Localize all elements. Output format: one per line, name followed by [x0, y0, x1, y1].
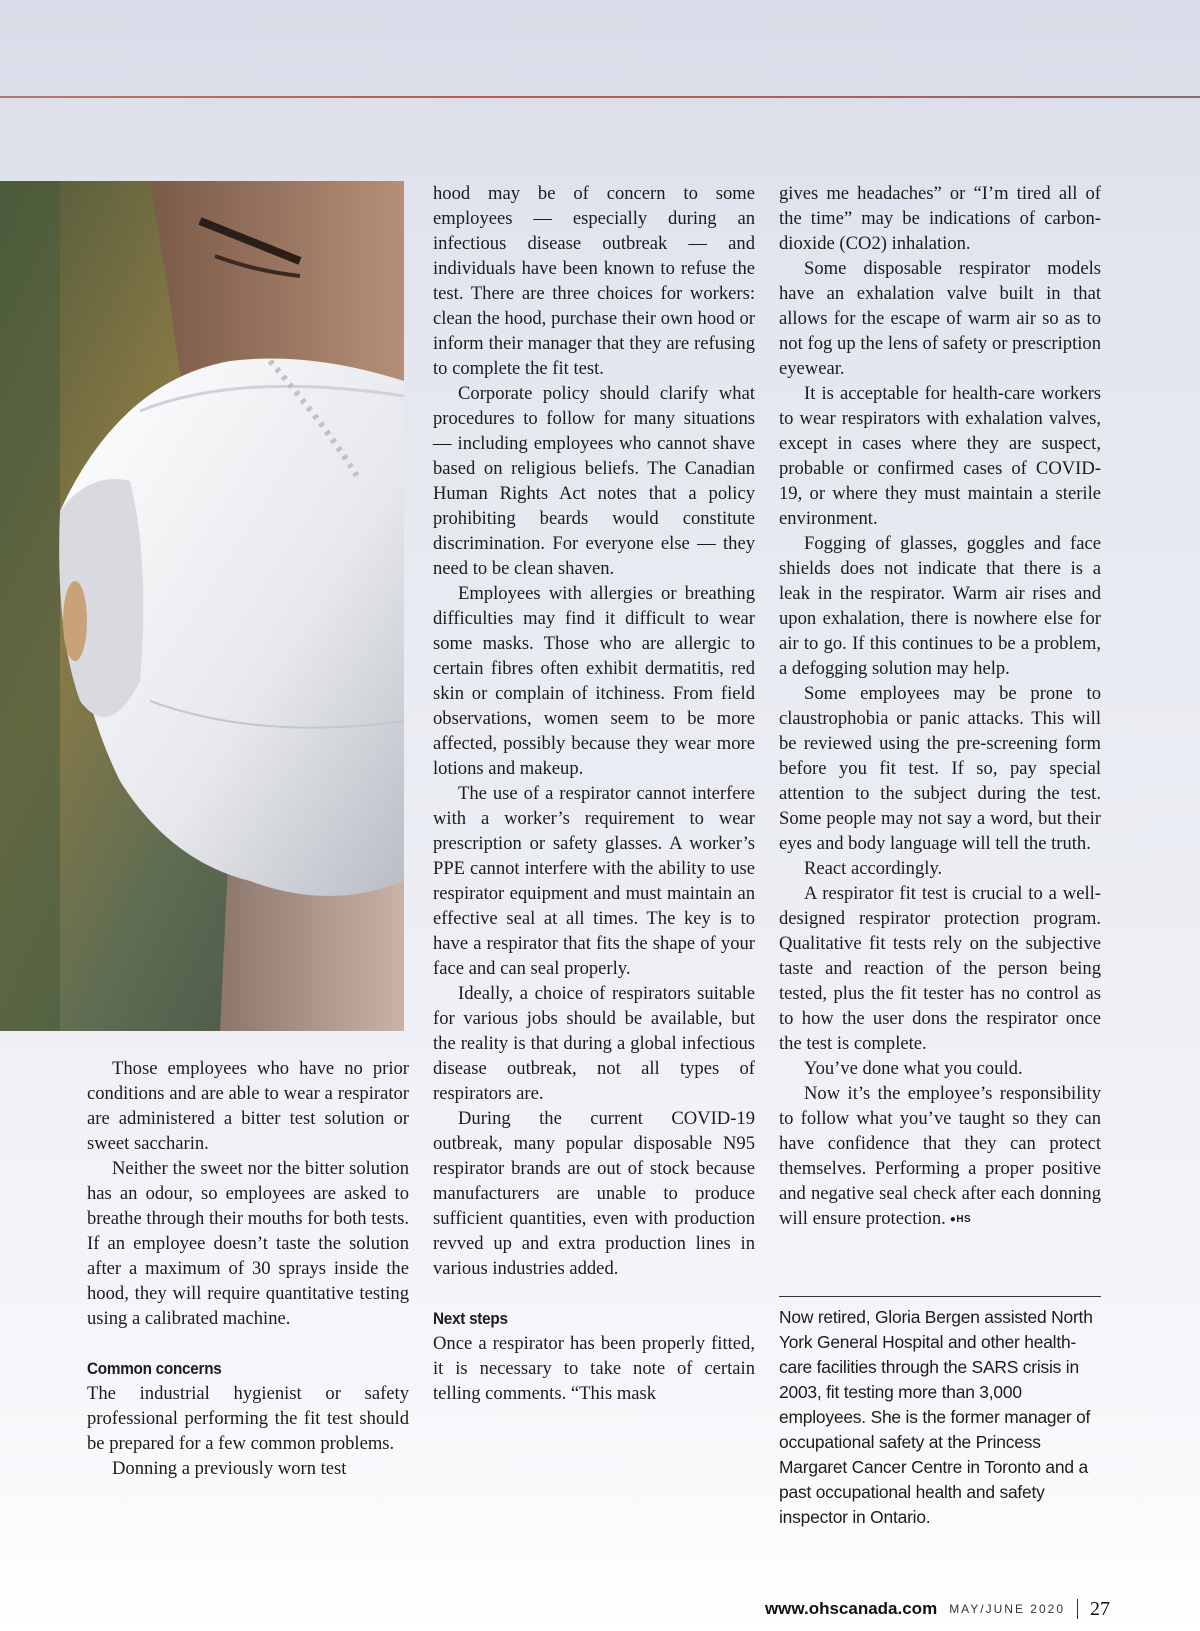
footer-url-link[interactable]: www.ohscanada.com	[764, 1599, 938, 1618]
article-column-2	[433, 181, 755, 1406]
paragraph-final-text: Now it’s the employee’s responsibility to follow what you’ve taught so they can have confidence that they can protect themselves. Performing a proper positive and negative seal check after each donning will ensure protection.	[779, 1083, 1101, 1229]
paragraph: During the current COVID-19 outbreak, many popular disposable N95 respirator brands are out of stock because manufacturers are unable to produce sufficient quantities, even with production revved up and extra production lines in various industries added.	[433, 1108, 755, 1279]
paragraph: The industrial hygienist or safety professional performing the fit test should be prepared for a few common problems.	[87, 1383, 409, 1454]
paragraph: React accordingly.	[804, 858, 943, 879]
paragraph: Those employees who have no prior conditions and are able to wear a respirator are administered a bitter test solution or sweet saccharin.	[87, 1058, 409, 1154]
page-footer	[765, 1594, 1110, 1624]
paragraph: A respirator fit test is crucial to a well-designed respirator protection program. Qualitative fit tests rely on the subjective taste and reaction of the person being tested, plus the fit tester has no control as to how the user dons the respirator once the test is complete.	[779, 883, 1101, 1054]
paragraph: It is acceptable for health-care workers to wear respirators with exhalation valves, except in cases where they are suspect, probable or confirmed cases of COVID-19, or where they must maintain a sterile environment.	[779, 383, 1101, 529]
paragraph: The use of a respirator cannot interfere with a worker’s requirement to wear prescription or safety glasses. A worker’s PPE cannot interfere with the ability to use respirator equipment and must maintain an effective seal at all times. The key is to have a respirator that fits the shape of your face and can seal properly.	[433, 783, 755, 979]
paragraph: Ideally, a choice of respirators suitable for various jobs should be available, but the reality is that during a global infectious disease outbreak, not all types of respirators are.	[433, 983, 755, 1104]
paragraph: Donning a previously worn test	[112, 1458, 347, 1479]
footer-divider	[1077, 1599, 1078, 1619]
bio-divider	[779, 1296, 1101, 1297]
respirator-mask-photo	[0, 181, 404, 1031]
page-number: 27	[1090, 1597, 1110, 1620]
paragraph: Once a respirator has been properly fitted, it is necessary to take note of certain telling comments. “This mask	[433, 1333, 755, 1404]
article-column-1	[87, 1056, 409, 1481]
subhead-common-concerns: Common concerns	[87, 1359, 222, 1378]
subhead-next-steps: Next steps	[433, 1309, 508, 1328]
article-column-3	[779, 181, 1101, 1232]
paragraph: gives me headaches” or “I’m tired all of the time” may be indications of carbon-dioxide (CO2) inhalation.	[779, 183, 1101, 254]
paragraph: hood may be of concern to some employees — especially during an infectious disease outbreak — and individuals have been known to refuse the test. There are three choices for workers: clean the hood, purchase their own hood or inform their manager that they are refusing to complete the fit test.	[433, 183, 755, 379]
end-mark-icon: ●HS	[949, 1214, 972, 1225]
paragraph: Corporate policy should clarify what procedures to follow for many situations — including employees who cannot shave based on religious beliefs. The Canadian Human Rights Act notes that a policy prohibiting beards would constitute discrimination. For everyone else — they need to be clean shaven.	[433, 383, 755, 579]
author-bio: Now retired, Gloria Bergen assisted North York General Hospital and other health-care facilities through the SARS crisis in 2003, fit testing more than 3,000 employees. She is the former manager of occupational safety at the Princess Margaret Cancer Centre in Toronto and a past occupational health and safety inspector in Ontario.	[779, 1307, 1093, 1527]
footer-issue-date: MAY/JUNE 2020	[949, 1602, 1065, 1616]
paragraph: Some disposable respirator models have an exhalation valve built in that allows for the escape of warm air so as to not fog up the lens of safety or prescription eyewear.	[779, 258, 1101, 379]
paragraph: Neither the sweet nor the bitter solution has an odour, so employees are asked to breathe through their mouths for both tests. If an employee doesn’t taste the solution after a maximum of 30 sprays inside the hood, they will require quantitative testing using a calibrated machine.	[87, 1158, 409, 1329]
paragraph: You’ve done what you could.	[804, 1058, 1023, 1079]
paragraph: Fogging of glasses, goggles and face shields does not indicate that there is a leak in the respirator. Warm air rises and upon exhalation, there is nowhere else for air to go. If this continues to be a problem, a defogging solution may help.	[779, 533, 1101, 679]
paragraph: Employees with allergies or breathing difficulties may find it difficult to wear some masks. Those who are allergic to certain fibres often exhibit dermatitis, red skin or complain of itchiness. From field observations, women seem to be more affected, possibly because they wear more lotions and makeup.	[433, 583, 755, 779]
paragraph-final	[779, 1081, 1101, 1232]
header-rule	[0, 96, 1200, 98]
paragraph: Some employees may be prone to claustrophobia or panic attacks. This will be reviewed using the pre-screening form before you fit test. If so, pay special attention to the subject during the test. Some people may not say a word, but their eyes and body language will tell the truth.	[779, 683, 1101, 854]
